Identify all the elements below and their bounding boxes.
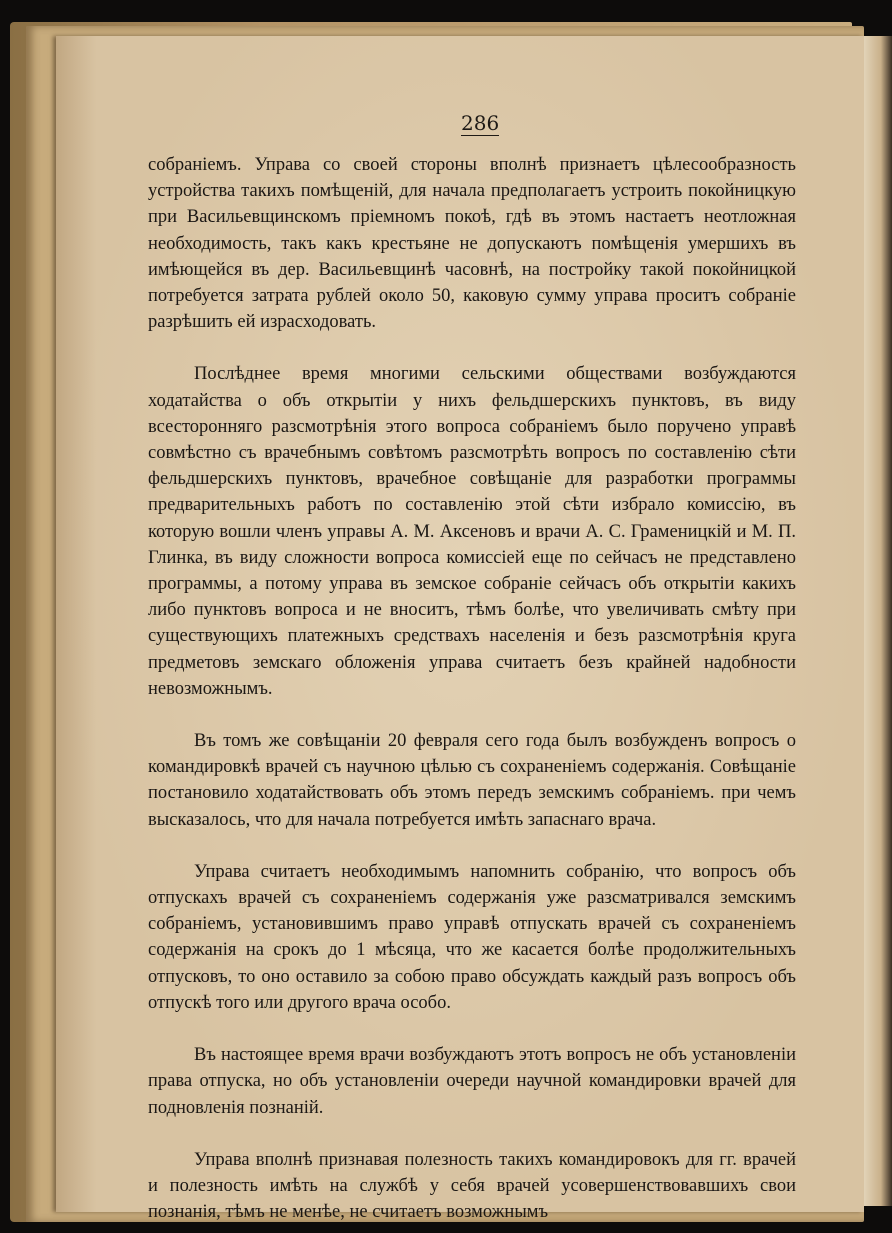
paragraph-6: Управа вполнѣ признавая полезность такихъ командировокъ для гг. врачей и полезность имѣть на службѣ у себя врачей усовершенствовавшихъ свои познанія, тѣмъ не менѣе, не считаетъ возможнымъ [148,1149,796,1223]
paragraph-1: собраніемъ. Управа со своей стороны вполнѣ признаетъ цѣлесообразность устройства такихъ помѣщеній, для начала предполагаетъ устроить покойницкую при Васильевщинскомъ пріемномъ покоѣ, гдѣ въ этомъ настаетъ неотложная необходимость, такъ какъ крестьяне не допускаютъ помѣщенія умершихъ въ имѣющейся въ дер. Васильевщинѣ часовнѣ, на постройку такой покойницкой потребуется затрата рублей около 50, каковую сумму управа проситъ собраніе разрѣшить ей израсходовать. [148,155,796,333]
facing-page-edge [864,36,892,1206]
page-number: 286 [461,111,500,135]
paragraph-3: Въ томъ же совѣщаніи 20 февраля сего года былъ возбужденъ вопросъ о командировкѣ врачей съ научною цѣлью съ сохраненіемъ содержанія. Совѣщаніе постановило ходатайствовать объ этомъ передъ земскимъ собраніемъ. при чемъ высказалось, что для начала потребуется имѣть запаснаго врача. [148,731,796,830]
paragraph-4: Управа считаетъ необходимымъ напомнить собранію, что вопросъ объ отпускахъ врачей съ сохраненіемъ содержанія уже разсматривался земскимъ собраніемъ, установившимъ право управѣ отпускать врачей съ сохраненіемъ содержанія на срокъ до 1 мѣсяца, что же касается болѣе продолжительныхъ отпусковъ, то оно оставило за собою право обсуждать каждый разъ вопросъ объ отпускѣ того или другого врача особо. [148,861,796,1013]
paragraph-5: Въ настоящее время врачи возбуждаютъ этотъ вопросъ не объ установленіи права отпуска, но объ установленіи очереди научной командировки врачей для подновленія познаній. [148,1045,796,1118]
body-text [148,152,796,1225]
paragraph-2: Послѣднее время многими сельскими обществами возбуждаются ходатайства о объ открытіи у нихъ фельдшерскихъ пунктовъ, въ виду всесторонняго разсмотрѣнія этого вопроса собраніемъ было поручено управѣ совмѣстно съ врачебнымъ совѣтомъ разсмотрѣть вопросъ по составленію сѣти фельдшерскихъ пунктовъ, врачебное совѣщаніе для разработки программы предварительныхъ работъ по составленію этой сѣти избрало комиссію, въ которую вошли членъ управы А. М. Аксеновъ и врачи А. С. Граменицкій и М. П. Глинка, въ виду сложности вопроса комиссіей еще по сейчасъ не представлено программы, а потому управа въ земское собраніе сейчасъ объ открытіи какихъ либо пунктовъ вопроса и не вноситъ, тѣмъ болѣе, что увеличивать смѣту при существующихъ платежныхъ средствахъ населенія и безъ разсмотрѣнія круга предметовъ земскаго обложенія управа считаетъ безъ крайней надобности невозможнымъ. [148,364,796,699]
